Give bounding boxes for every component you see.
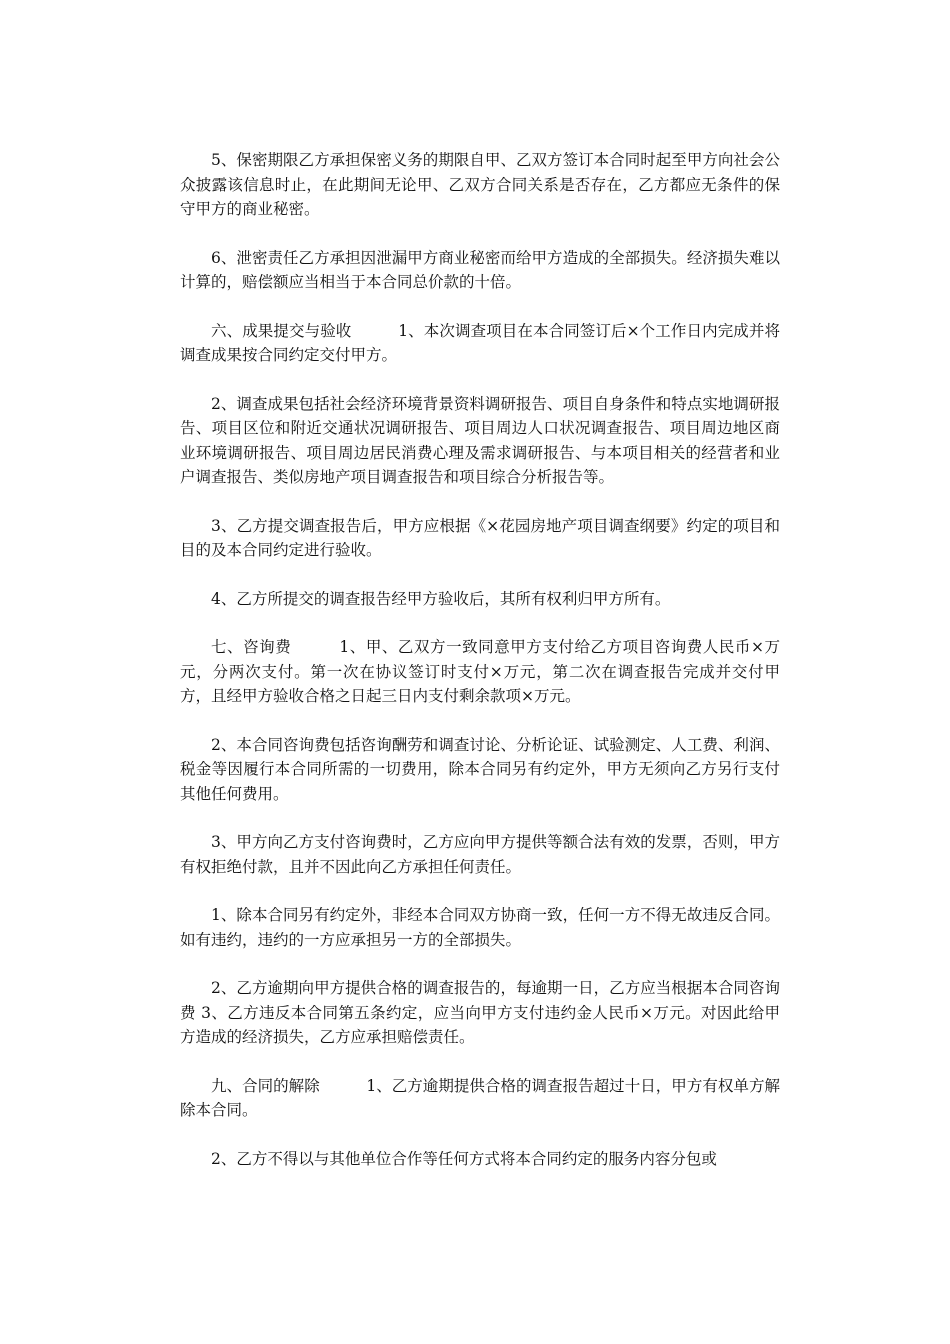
paragraph-section-9-termination: 九、合同的解除 1、乙方逾期提供合格的调查报告超过十日，甲方有权单方解除本合同。 — [180, 1076, 780, 1119]
paragraph-invoice: 3、甲方向乙方支付咨询费时，乙方应向甲方提供等额合法有效的发票，否则，甲方有权拒绝付款，且并不因此向乙方承担任何责任。 — [180, 833, 780, 876]
paragraph-breach: 1、除本合同另有约定外，非经本合同双方协商一致，任何一方不得无故违反合同。如有违约，违约的一方应承担另一方的全部损失。 — [180, 906, 780, 949]
document-page — [180, 148, 780, 1195]
paragraph-subcontract: 2、乙方不得以与其他单位合作等任何方式将本合同约定的服务内容分包或 — [211, 1149, 717, 1168]
paragraph-leak-liability: 6、泄密责任乙方承担因泄漏甲方商业秘密而给甲方造成的全部损失。经济损失难以计算的，赔偿额应当相当于本合同总价款的十倍。 — [180, 248, 780, 291]
paragraph-late-penalty: 2、乙方逾期向甲方提供合格的调查报告的，每逾期一日，乙方应当根据本合同咨询费 3、乙方违反本合同第五条约定，应当向甲方支付违约金人民币×万元。对因此给甲方造成的经济损失，乙方应承担赔偿责任。 — [180, 979, 780, 1046]
paragraph-section-6-delivery: 六、成果提交与验收 1、本次调查项目在本合同签订后×个工作日内完成并将调查成果按合同约定交付甲方。 — [180, 321, 780, 364]
paragraph-confidentiality-period: 5、保密期限乙方承担保密义务的期限自甲、乙双方签订本合同时起至甲方向社会公众披露该信息时止，在此期间无论甲、乙双方合同关系是否存在，乙方都应无条件的保守甲方的商业秘密。 — [180, 151, 780, 218]
paragraph-fee-scope: 2、本合同咨询费包括咨询酬劳和调查讨论、分析论证、试验测定、人工费、利润、税金等因履行本合同所需的一切费用，除本合同另有约定外，甲方无须向乙方另行支付其他任何费用。 — [180, 735, 780, 803]
paragraph-ownership: 4、乙方所提交的调查报告经甲方验收后，其所有权利归甲方所有。 — [211, 589, 671, 608]
paragraph-report-contents: 2、调查成果包括社会经济环境背景资料调研报告、项目自身条件和特点实地调研报告、项目区位和附近交通状况调研报告、项目周边人口状况调查报告、项目周边地区商业环境调研报告、项目周边居民消费心理及需求调研报告、与本项目相关的经营者和业户调查报告、类似房地产项目调查报告和项目综合分析报告等。 — [180, 394, 780, 486]
paragraph-section-7-fee: 七、咨询费 1、甲、乙双方一致同意甲方支付给乙方项目咨询费人民币×万元，分两次支付。第一次在协议签订时支付×万元，第二次在调查报告完成并交付甲方，且经甲方验收合格之日起三日内支付剩余款项×万元。 — [180, 638, 780, 705]
paragraph-acceptance: 3、乙方提交调查报告后，甲方应根据《×花园房地产项目调查纲要》约定的项目和目的及本合同约定进行验收。 — [180, 516, 780, 559]
